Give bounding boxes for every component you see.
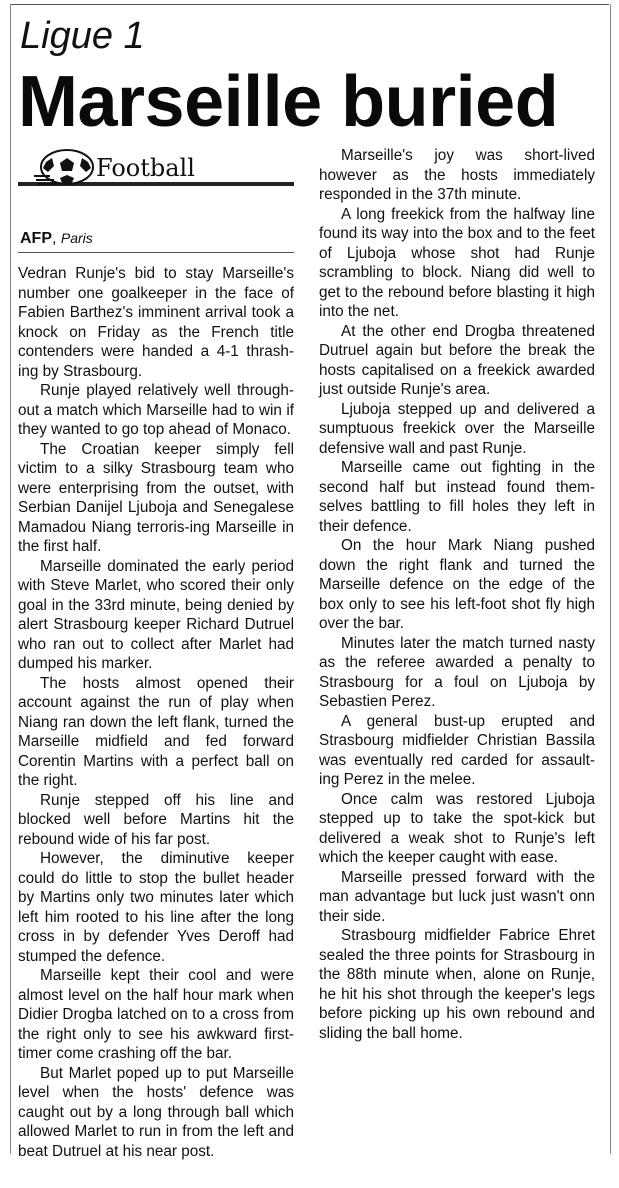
paragraph: Minutes later the match turned nasty as the referee awarded a penalty to Strasbourg for a foul on Ljuboja by Sebastien Perez. [319, 634, 595, 710]
top-rule [10, 4, 609, 5]
right-border-rule [610, 4, 611, 1154]
kicker: Ligue 1 [20, 15, 145, 57]
paragraph: A general bust-up erupted and Strasbourg midfielder Christian Bassila was eventually red carded for assault-ing Perez in the melee. [319, 712, 595, 788]
section-banner [18, 148, 294, 188]
paragraph: Strasbourg midfielder Fabrice Ehret sealed the three points for Strasbourg in the 88th minute when, alone on Runje, he hit his shot through the keeper's legs before picking up his own rebound and sliding the ball home. [319, 927, 595, 1042]
byline: AFP, Paris [20, 230, 93, 247]
section-label: Football [96, 154, 195, 182]
article-column-right [319, 146, 595, 1043]
paragraph: Runje played relatively well through-out a match which Marseille had to win if they wanted to go top ahead of Monaco. [18, 382, 294, 438]
byline-city: Paris [60, 230, 93, 246]
article-column-left [18, 264, 294, 1161]
left-border-rule [10, 4, 11, 1154]
paragraph: Marseille kept their cool and were almost level on the half hour mark when Didier Drogba latched on to a cross from the right only to see his awkward first-timer come crashing off the bar. [18, 967, 294, 1062]
paragraph: Marseille dominated the early period with Steve Marlet, who scored their only goal in the 33rd minute, being denied by alert Strasbourg keeper Richard Dutruel who ran out to collect after Marlet had dumped his marker. [18, 557, 294, 672]
paragraph: On the hour Mark Niang pushed down the right flank and turned the Marseille defence on the edge of the box only to see his left-foot shot fly high over the bar. [319, 537, 595, 632]
byline-rule [18, 252, 294, 253]
paragraph: Marseille's joy was short-lived however as the hosts immediately responded in the 37th minute. [319, 147, 595, 203]
paragraph: The hosts almost opened their account against the run of play when Niang ran down the left flank, turned the Marseille midfield and fed forward Corentin Martins with a perfect ball on the right. [18, 674, 294, 789]
paragraph: Ljuboja stepped up and delivered a sumptuous freekick over the Marseille defensive wall and past Runje. [319, 400, 595, 457]
paragraph: Marseille came out fighting in the second half but instead found them-selves battling to fill holes they left in their defence. [319, 459, 595, 535]
byline-agency: AFP [20, 230, 52, 247]
paragraph: A long freekick from the halfway line found its way into the box and to the feet of Ljuboja whose shot had Runje scrambling to block. Niang did well to get to the rebound before blasting it high into the net. [319, 205, 595, 320]
paragraph: Runje stepped off his line and blocked well before Martins hit the rebound wide of his far post. [18, 791, 294, 848]
paragraph: Vedran Runje's bid to stay Marseille's number one goalkeeper in the face of Fabien Barthez's imminent arrival took a knock on Friday as the French title contenders were handed a 4-1 thrash-ing by Strasbourg. [18, 265, 294, 380]
paragraph: However, the diminutive keeper could do little to stop the bullet header by Martins only two minutes later which left him rooted to his line after the long cross in by defender Yves Deroff had stumped the defence. [18, 850, 294, 965]
paragraph: Once calm was restored Ljuboja stepped up to take the spot-kick but delivered a weak shot to Runje's left which the keeper caught with ease. [319, 790, 595, 866]
paragraph: At the other end Drogba threatened Dutruel again but before the break the hosts capitalised on a freekick awarded just outside Runje's area. [319, 322, 595, 398]
football-icon [32, 148, 102, 186]
paragraph: But Marlet poped up to put Marseille level when the hosts' defence was caught out by a long through ball which allowed Marlet to run in from the left and beat Dutruel at his near post. [18, 1064, 294, 1160]
paragraph: Marseille pressed forward with the man advantage but luck just wasn't onn their side. [319, 868, 595, 925]
paragraph: The Croatian keeper simply fell victim to a silky Strasbourg team who were enterprising from the outset, with Serbian Danijel Ljuboja and Senegalese Mamadou Niang terroris-ing Marseille in the first half. [18, 440, 294, 555]
headline: Marseille buried [18, 62, 559, 142]
